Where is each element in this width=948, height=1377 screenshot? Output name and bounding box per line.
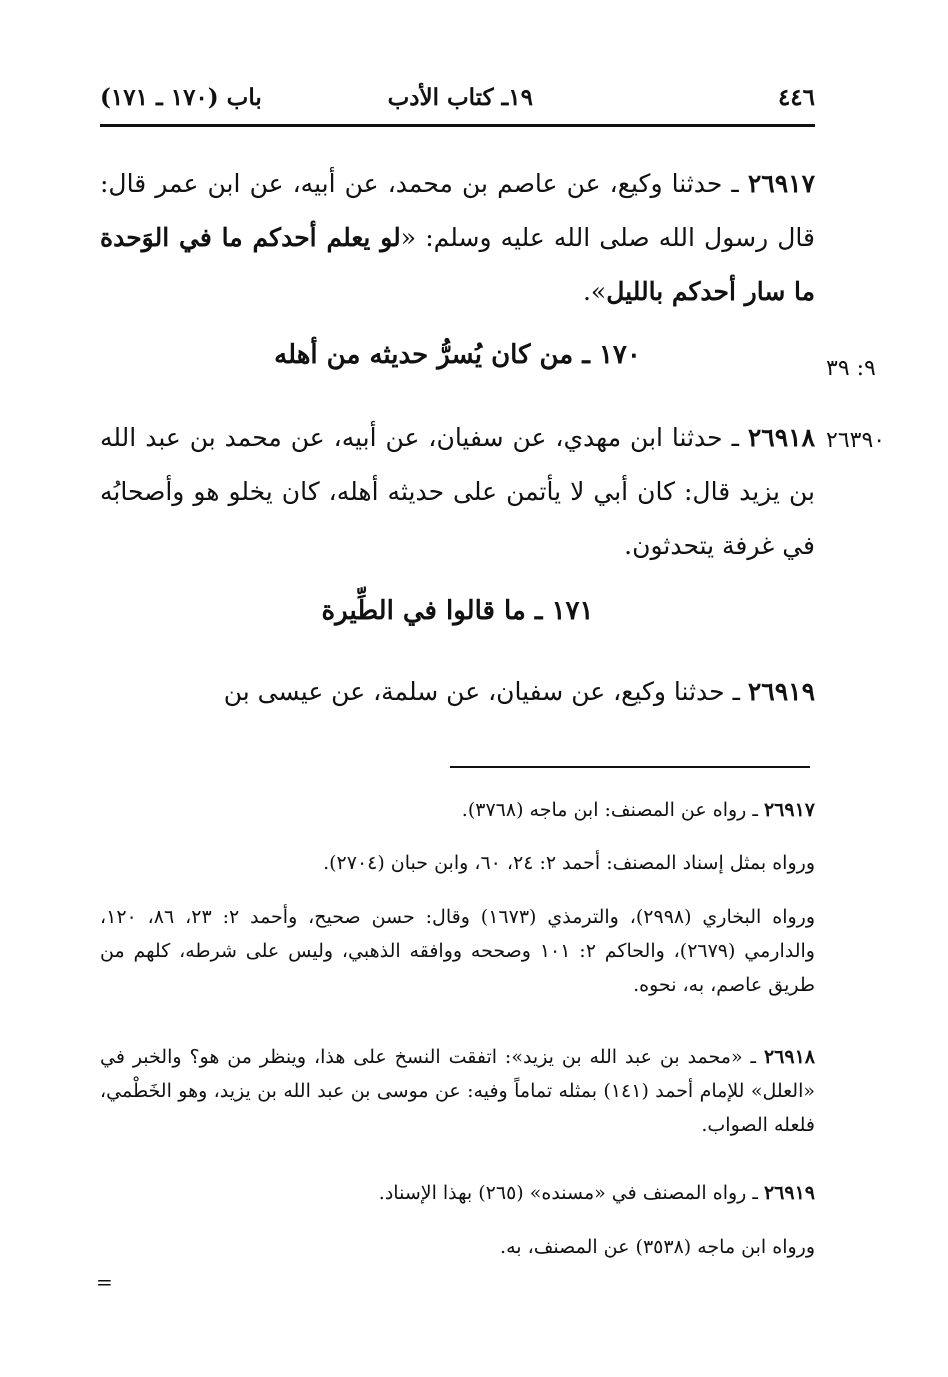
chapter-range: باب (١٧٠ ـ ١٧١) <box>100 84 262 111</box>
hadith-26919 <box>100 665 815 719</box>
margin-reference: ٩: ٣٩ <box>826 356 876 381</box>
hadith-text-end: ». <box>582 277 607 306</box>
hadith-number: ٢٦٩١٧ <box>747 169 815 198</box>
continuation-mark: = <box>96 1270 113 1294</box>
chapter-heading-171: ١٧١ ـ ما قالوا في الطِّيرة <box>321 596 594 626</box>
chapter-heading-170: ١٧٠ ـ من كان يُسرُّ حديثه من أهله <box>274 340 641 370</box>
footnote-text: ـ رواه عن المصنف: ابن ماجه (٣٧٦٨). <box>461 799 764 821</box>
footnote-number: ٢٦٩١٩ <box>763 1182 815 1204</box>
footnote-26919 <box>100 1176 815 1210</box>
footnote-text: ـ رواه المصنف في «مسنده» (٢٦٥) بهذا الإسناد. <box>378 1182 764 1204</box>
hadith-number: ٢٦٩١٩ <box>747 677 815 706</box>
footnote-line: ورواه ابن ماجه (٣٥٣٨) عن المصنف، به. <box>500 1236 815 1258</box>
footnote-26918 <box>100 1040 815 1142</box>
hadith-matn: لو يعلم أحدكم ما في الوَحدة ما سار أحدكم بالليل <box>100 223 815 306</box>
hadith-26918 <box>100 411 815 573</box>
hadith-text: ـ حدثنا ابن مهدي، عن سفيان، عن أبيه، عن محمد بن عبد الله بن يزيد قال: كان أبي لا يأتمن على حديثه أهله، كان يخلو هو وأصحابُه في غرفة يتحدثون. <box>100 423 815 560</box>
footnote-text: ـ «محمد بن عبد الله بن يزيد»: اتفقت النسخ على هذا، وينظر من هو؟ والخبر في «العلل» للإمام أحمد (١٤١) بمثله تماماً وفيه: عن موسى بن عبد الله بن يزيد، وهو الخَطْمي، فلعله الصواب. <box>100 1046 816 1136</box>
hadith-26917 <box>100 157 815 319</box>
footnote-line: ورواه بمثل إسناد المصنف: أحمد ٢: ٢٤، ٦٠، وابن حبان (٢٧٠٤). <box>323 852 815 874</box>
hadith-text: ـ حدثنا وكيع، عن سفيان، عن سلمة، عن عيسى بن <box>223 677 748 706</box>
footnote-separator <box>450 766 810 768</box>
header-rule <box>100 124 815 127</box>
footnote-number: ٢٦٩١٧ <box>763 799 815 821</box>
hadith-number: ٢٦٩١٨ <box>747 423 815 452</box>
margin-hadith-number: ٢٦٣٩٠ <box>826 428 886 453</box>
page-number: ٤٤٦ <box>777 84 815 111</box>
hadith-text: ـ حدثنا وكيع، عن عاصم بن محمد، عن أبيه، عن ابن عمر قال: قال رسول الله صلى الله عليه وسلم: « <box>100 169 815 252</box>
footnote-number: ٢٦٩١٨ <box>763 1046 815 1068</box>
footnote-26917 <box>100 793 815 827</box>
footnote-line: ورواه البخاري (٢٩٩٨)، والترمذي (١٦٧٣) وقال: حسن صحيح، وأحمد ٢: ٢٣، ٨٦، ١٢٠، والدارمي (٢٦٧٩)، والحاكم ٢: ١٠١ وصححه ووافقه الذهبي، وليس على شرطه، كلهم من طريق عاصم، به، نحوه. <box>100 906 815 996</box>
running-header <box>100 84 815 124</box>
book-title: ١٩ـ كتاب الأدب <box>387 84 533 111</box>
